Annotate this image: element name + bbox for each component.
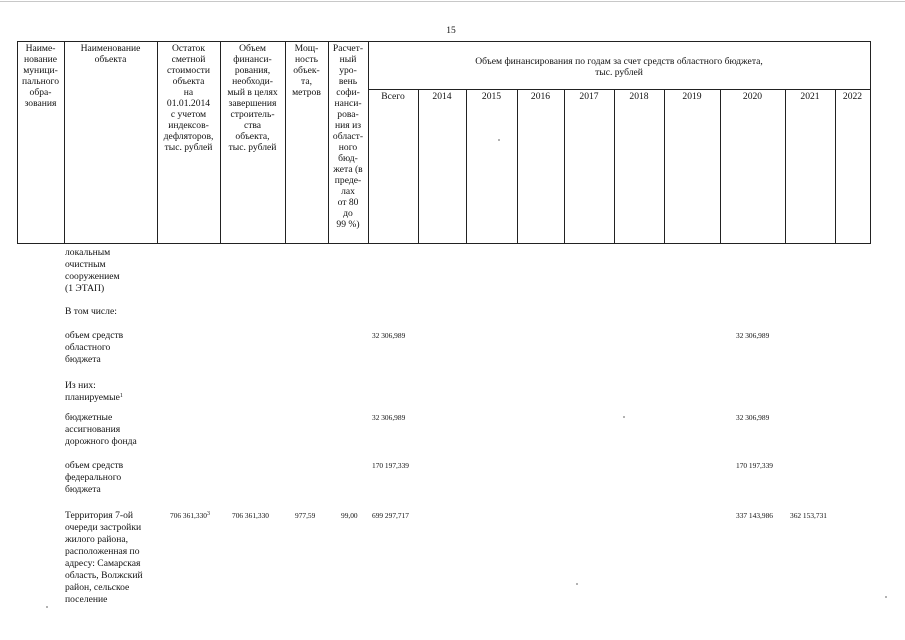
column-header-funding-by-years: Объем финансирования по годам за счет средств областного бюджета, тыс. рублей: [475, 56, 763, 78]
row-label-text: Территория 7-ой очереди застройки жилого района, расположенная по адресу: Самарская область, Волжский район, сельское поселение: [65, 510, 143, 605]
row-label-text: локальным очистным сооружением (1 ЭТАП): [65, 247, 120, 294]
total-value-text: 32 306,989: [372, 331, 406, 340]
column-border: [466, 89, 467, 244]
column-header-required-funding: Объем финанси- рования, необходи- мый в целях завершения строитель- ства объекта, тыс. рублей: [227, 43, 278, 153]
column-header-remaining-cost: Остаток сметной стоимости объекта на 01.01.2014 с учетом индексов- дефляторов, тыс. рублей: [163, 43, 214, 153]
year-2020-value-text: 32 306,989: [736, 331, 770, 340]
year-column-2014: 2014: [432, 91, 452, 102]
required-funding-value-text: 706 361,330: [232, 511, 269, 520]
year-column-2020: 2020: [742, 91, 763, 102]
column-border: [564, 89, 565, 244]
column-border: [720, 89, 721, 244]
scan-speck: [623, 416, 625, 418]
scan-speck: [498, 139, 500, 141]
required-funding-value: [232, 511, 269, 521]
row-label: [65, 247, 161, 295]
total-value: [372, 461, 409, 471]
row-label-text: объем средств федерального бюджета: [65, 460, 124, 495]
scan-speck: [576, 583, 578, 585]
total-value: [372, 511, 409, 521]
year-column-2022: 2022: [842, 91, 863, 102]
year-column-2017: 2017: [579, 91, 599, 102]
scan-speck: [885, 596, 887, 598]
capacity-value-text: 977,59: [295, 511, 316, 520]
header-bottom-border: [17, 243, 870, 244]
page-number: 15: [446, 26, 456, 36]
footnote-marker: 3: [206, 511, 210, 517]
row-label: [65, 412, 161, 448]
row-label-text: бюджетные ассигнования дорожного фонда: [65, 412, 137, 447]
capacity-value: [295, 511, 315, 521]
column-border: [870, 41, 871, 244]
year-2021-value-text: 362 153,731: [790, 511, 827, 520]
year-column-total: Всего: [381, 91, 405, 102]
footnote-marker: 1: [119, 393, 123, 399]
year-2020-value: [736, 413, 769, 423]
total-value-text: 170 197,339: [372, 461, 409, 470]
cofinancing-level-value: [341, 511, 358, 521]
header-top-border: [17, 41, 870, 42]
column-border: [517, 89, 518, 244]
column-border: [418, 89, 419, 244]
row-label-text: Из них: планируемые: [65, 380, 120, 403]
remaining-cost-value-text: 706 361,330: [170, 511, 207, 520]
year-2020-value-text: 170 197,339: [736, 461, 773, 470]
row-label: [65, 330, 161, 366]
column-header-capacity: Мощ- ность объек- та, метров: [292, 43, 321, 98]
column-header-cofinancing-level: Расчет- ный уро- вень софи- нанси- рова- ния из област- ного бюд- жета (в преде- лах от 80 до 99 %): [332, 43, 364, 230]
column-border: [785, 89, 786, 244]
column-border: [664, 89, 665, 244]
year-column-2016: 2016: [530, 91, 551, 102]
year-2021-value: [790, 511, 827, 521]
year-2020-value-text: 337 143,986: [736, 511, 773, 520]
column-border: [64, 41, 65, 244]
year-2020-value-text: 32 306,989: [736, 413, 770, 422]
year-2020-value: [736, 511, 773, 521]
total-value: [372, 331, 405, 341]
column-border: [614, 89, 615, 244]
year-column-2019: 2019: [682, 91, 702, 102]
total-value-text: 32 306,989: [372, 413, 406, 422]
year-column-2018: 2018: [629, 91, 649, 102]
remaining-cost-value: [170, 511, 210, 521]
year-2020-value: [736, 461, 773, 471]
total-value-text: 699 297,717: [372, 511, 409, 520]
column-header-municipality: Наиме- нование муници- пального обра- зования: [21, 43, 60, 109]
years-divider: [368, 89, 870, 90]
row-label: [65, 460, 161, 496]
row-label-text: В том числе:: [65, 306, 117, 317]
row-label: [65, 510, 161, 606]
year-column-2021: 2021: [800, 91, 820, 102]
row-label: [65, 306, 161, 318]
scan-speck: [46, 606, 48, 608]
column-header-object: Наименование объекта: [80, 43, 141, 65]
total-value: [372, 413, 405, 423]
year-2020-value: [736, 331, 769, 341]
row-label: [65, 380, 161, 404]
year-column-2015: 2015: [481, 91, 502, 102]
row-label-text: объем средств областного бюджета: [65, 330, 124, 365]
cofinancing-level-value-text: 99,00: [341, 511, 358, 520]
column-border: [835, 89, 836, 244]
